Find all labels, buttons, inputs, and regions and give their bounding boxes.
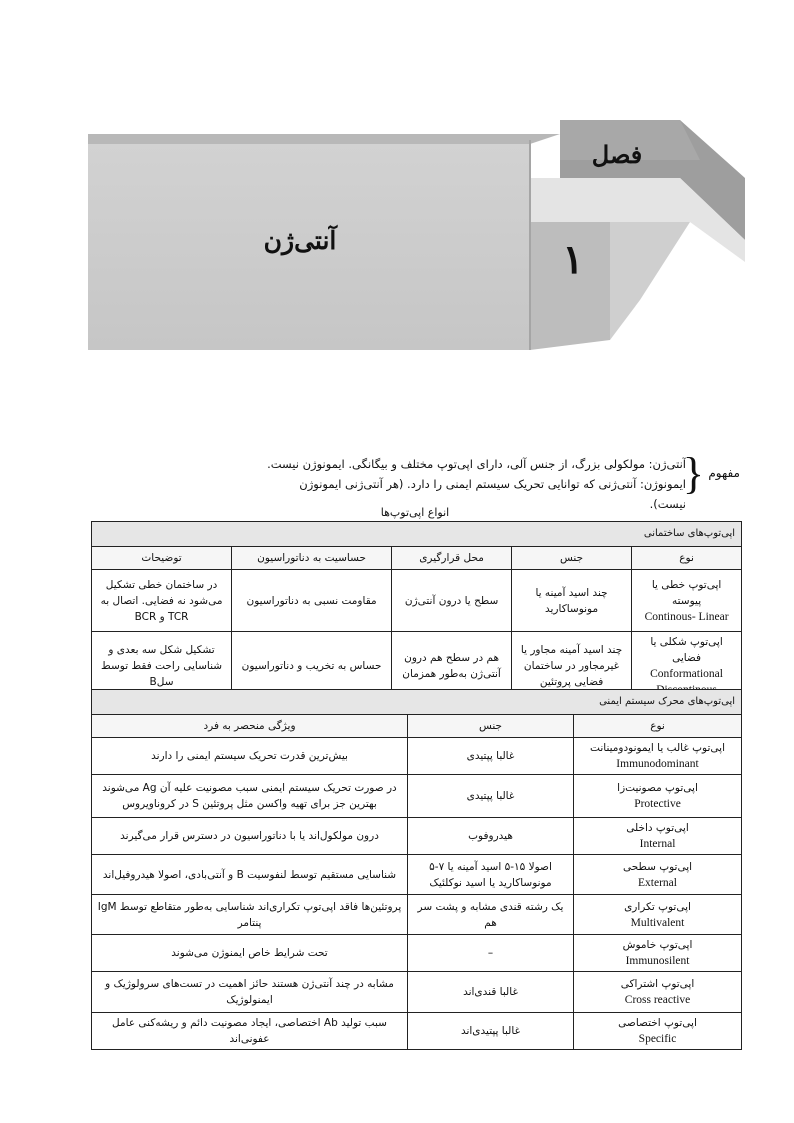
column-header: توضیحات <box>92 547 232 570</box>
section-title: اپی‌توپ‌های محرک سیستم ایمنی <box>92 690 742 715</box>
epitope-type-cell <box>632 570 742 632</box>
table-row <box>92 855 742 895</box>
feature-cell: مشابه در چند آنتی‌ژن هستند حائز اهمیت در تست‌های سرولوژیک و ایمنولوژیک <box>92 972 408 1013</box>
material-cell: اصولا ۱۵-۵ اسید آمینه یا ۷-۵ مونوساکارید یا اسید نوکلئیک <box>408 855 574 895</box>
column-header: جنس <box>512 547 632 570</box>
definition-immunogen: ایمونوژن: آنتی‌ژنی که توانایی تحریک سیستم ایمنی را دارد. (هر آنتی‌ژنی ایمونوژن نیست). <box>299 477 686 511</box>
type-fa: اپی‌توپ شکلی یا فضایی <box>650 636 723 664</box>
material-cell: – <box>408 935 574 972</box>
type-fa: اپی‌توپ خطی یا پیوسته <box>651 578 722 607</box>
column-header: ویژگی منحصر به فرد <box>92 715 408 738</box>
feature-cell: بیش‌ترین قدرت تحریک سیستم ایمنی را دارند <box>92 738 408 775</box>
table-row <box>92 1013 742 1050</box>
type-en: Immunodominant <box>616 758 699 770</box>
type-fa: اپی‌توپ مصونیت‌زا <box>617 782 698 794</box>
definition-antigen: آنتی‌ژن: مولکولی بزرگ، از جنس آلی، دارای اپی‌توپ مختلف و بیگانگی. ایمونوژن نیست. <box>267 457 686 471</box>
table-row <box>92 818 742 855</box>
type-fa: اپی‌توپ تکراری <box>624 900 691 913</box>
feature-cell: شناسایی مستقیم توسط لنفوسیت B و آنتی‌بادی، اصولا هیدروفیل‌اند <box>92 855 408 895</box>
type-en: Conformational <box>650 668 723 680</box>
column-header: حساسیت به دناتوراسیون <box>232 547 392 570</box>
sensitivity-cell: حساس به تخریب و دناتوراسیون <box>232 632 392 701</box>
structural-epitopes-table <box>91 521 742 701</box>
material-cell: هیدروفوب <box>408 818 574 855</box>
column-header: نوع <box>574 715 742 738</box>
feature-cell: تحت شرایط خاص ایمنوژن می‌شوند <box>92 935 408 972</box>
type-en: Multivalent <box>630 916 685 929</box>
brace-icon: { <box>682 449 704 498</box>
epitope-type-cell <box>574 1013 742 1050</box>
feature-cell: سبب تولید Ab اختصاصی، ایجاد مصونیت دائم و ریشه‌کنی عامل عفونی‌اند <box>92 1013 408 1050</box>
table-row <box>92 972 742 1013</box>
material-cell: غالبا پپتیدی‌اند <box>408 1013 574 1050</box>
table-row <box>92 775 742 818</box>
type-fa: اپی‌توپ اشتراکی <box>620 978 695 990</box>
table-row <box>92 935 742 972</box>
column-header: محل قرارگیری <box>392 547 512 570</box>
epitope-type-cell <box>574 935 742 972</box>
type-en: Protective <box>634 798 681 810</box>
sensitivity-cell: مقاومت نسبی به دناتوراسیون <box>232 570 392 632</box>
feature-cell: در صورت تحریک سیستم ایمنی سبب مصونیت علیه آن Ag می‌شوند بهترین جز برای تهیه واکسن مثل پروتئین S در کروناویروس <box>92 775 408 818</box>
notes-cell: در ساختمان خطی تشکیل می‌شود نه فضایی. اتصال به TCR و BCR <box>92 570 232 632</box>
type-fa: اپی‌توپ اختصاصی <box>618 1017 697 1029</box>
epitope-type-cell <box>574 972 742 1013</box>
column-header: نوع <box>632 547 742 570</box>
epitope-type-cell <box>574 855 742 895</box>
column-header: جنس <box>408 715 574 738</box>
type-en: External <box>638 876 677 889</box>
epitope-type-cell <box>574 818 742 855</box>
immune-epitopes-table <box>91 689 742 1050</box>
material-cell: غالبا پپتیدی <box>408 775 574 818</box>
concept-label: مفهوم <box>708 466 740 480</box>
type-fa: اپی‌توپ داخلی <box>626 822 689 834</box>
chapter-banner <box>0 0 794 380</box>
type-en: Immunosilent <box>625 955 690 967</box>
location-cell: سطح یا درون آنتی‌ژن <box>392 570 512 632</box>
epitope-type-cell <box>574 775 742 818</box>
notes-cell: تشکیل شکل سه بعدی و شناسایی راحت فقط توسط سلB <box>92 632 232 701</box>
type-fa: اپی‌توپ سطحی <box>622 860 693 873</box>
material-cell: غالبا پپتیدی <box>408 738 574 775</box>
table-row <box>92 570 742 632</box>
feature-cell: پروتئین‌ها فاقد اپی‌توپ تکراری‌اند شناسایی به‌طور متقاطع توسط IgM پنتامر <box>92 895 408 935</box>
epitope-type-cell <box>574 895 742 935</box>
table-row <box>92 738 742 775</box>
material-cell: یک رشته قندی مشابه و پشت سر هم <box>408 895 574 935</box>
material-cell: غالبا قندی‌اند <box>408 972 574 1013</box>
table-caption: انواع اپی‌توپ‌ها <box>380 506 450 519</box>
concept-block <box>260 449 740 511</box>
material-cell: چند اسید آمینه یا مونوساکارید <box>512 570 632 632</box>
feature-cell: درون مولکول‌اند یا با دناتوراسیون در دسترس قرار می‌گیرند <box>92 818 408 855</box>
chapter-label: فصل <box>591 140 643 169</box>
type-fa: اپی‌توپ غالب یا ایمونودومینانت <box>590 742 725 754</box>
type-en: Continous- Linear <box>644 610 729 623</box>
location-cell: هم در سطح هم درون آنتی‌ژن به‌طور همزمان <box>392 632 512 701</box>
section-title: اپی‌توپ‌های ساختمانی <box>92 522 742 547</box>
chapter-title: آنتی‌ژن <box>263 226 337 255</box>
chapter-number: ۱ <box>562 236 584 283</box>
type-en: Cross reactive <box>624 994 691 1006</box>
table-row <box>92 895 742 935</box>
type-en: Specific <box>638 1033 677 1045</box>
type-fa: اپی‌توپ خاموش <box>622 939 693 951</box>
epitope-type-cell <box>574 738 742 775</box>
material-cell: چند اسید آمینه مجاور یا غیرمجاور در ساختمان فضایی پروتئین <box>512 632 632 701</box>
concept-definitions <box>260 454 686 514</box>
type-en: Internal <box>639 838 676 850</box>
